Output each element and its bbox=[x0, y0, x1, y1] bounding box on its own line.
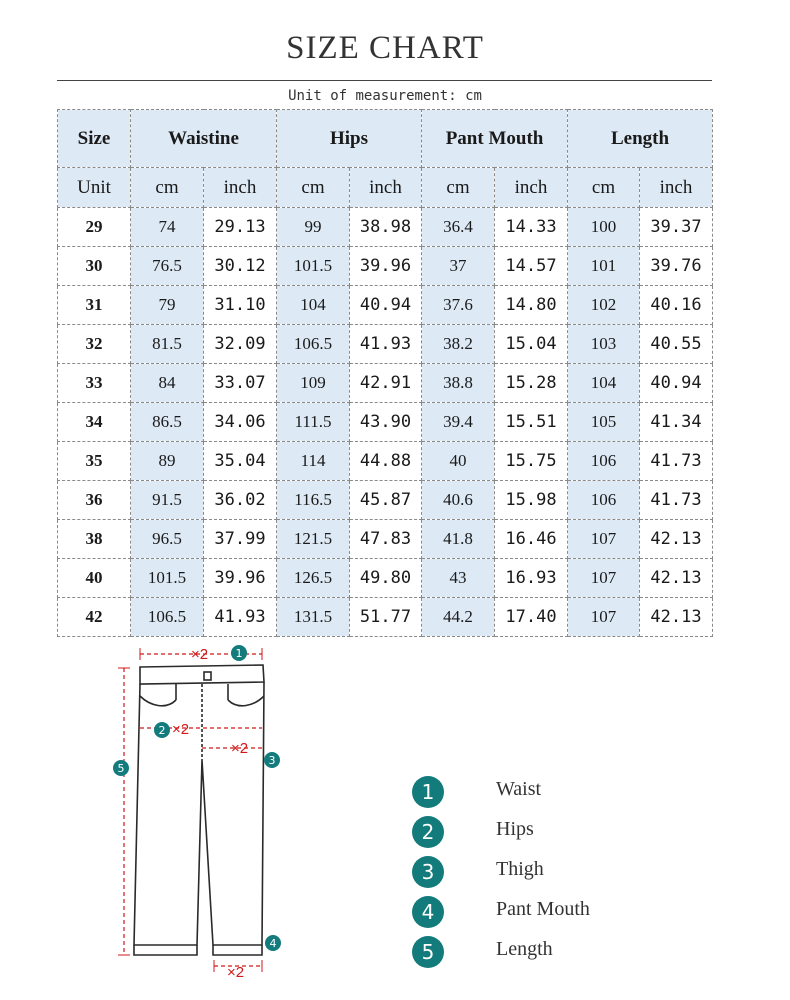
hips-inch-cell: 38.98 bbox=[350, 208, 422, 247]
waist-inch-cell: 41.93 bbox=[204, 598, 277, 637]
multiplier-waist: ×2 bbox=[191, 646, 209, 663]
length-cm-cell: 104 bbox=[568, 364, 640, 403]
hips-cm-cell: 111.5 bbox=[277, 403, 350, 442]
table-row bbox=[58, 364, 713, 403]
pant-mouth-inch-cell: 15.75 bbox=[495, 442, 568, 481]
pant-mouth-cm-cell: 39.4 bbox=[422, 403, 495, 442]
length-inch-cell: 41.73 bbox=[640, 442, 713, 481]
legend-number: 5 bbox=[412, 936, 444, 968]
waist-inch-cell: 39.96 bbox=[204, 559, 277, 598]
header-hips: Hips bbox=[277, 110, 422, 168]
legend-label: Thigh bbox=[496, 858, 544, 880]
pant-mouth-inch-cell: 15.98 bbox=[495, 481, 568, 520]
unit-cm: cm bbox=[422, 168, 495, 208]
waist-inch-cell: 32.09 bbox=[204, 325, 277, 364]
pant-mouth-inch-cell: 14.57 bbox=[495, 247, 568, 286]
waist-cm-cell: 96.5 bbox=[131, 520, 204, 559]
waist-cm-cell: 101.5 bbox=[131, 559, 204, 598]
hips-inch-cell: 42.91 bbox=[350, 364, 422, 403]
table-row bbox=[58, 559, 713, 598]
pant-mouth-inch-cell: 16.46 bbox=[495, 520, 568, 559]
unit-cm: cm bbox=[568, 168, 640, 208]
pant-mouth-cm-cell: 40.6 bbox=[422, 481, 495, 520]
length-inch-cell: 41.73 bbox=[640, 481, 713, 520]
waist-inch-cell: 37.99 bbox=[204, 520, 277, 559]
length-cm-cell: 101 bbox=[568, 247, 640, 286]
legend-label: Hips bbox=[496, 818, 534, 840]
hips-cm-cell: 104 bbox=[277, 286, 350, 325]
waist-inch-cell: 30.12 bbox=[204, 247, 277, 286]
length-inch-cell: 40.16 bbox=[640, 286, 713, 325]
pant-mouth-inch-cell: 15.04 bbox=[495, 325, 568, 364]
table-row bbox=[58, 442, 713, 481]
hips-cm-cell: 121.5 bbox=[277, 520, 350, 559]
pant-mouth-inch-cell: 16.93 bbox=[495, 559, 568, 598]
length-inch-cell: 39.76 bbox=[640, 247, 713, 286]
hips-inch-cell: 44.88 bbox=[350, 442, 422, 481]
waist-cm-cell: 91.5 bbox=[131, 481, 204, 520]
pant-mouth-cm-cell: 37.6 bbox=[422, 286, 495, 325]
unit-cm: cm bbox=[277, 168, 350, 208]
page-title: SIZE CHART bbox=[286, 30, 484, 66]
marker-1-label: 1 bbox=[235, 647, 243, 660]
length-cm-cell: 107 bbox=[568, 520, 640, 559]
marker-5-label: 5 bbox=[117, 762, 125, 775]
hips-inch-cell: 43.90 bbox=[350, 403, 422, 442]
legend-label: Waist bbox=[496, 778, 542, 800]
multiplier-pant-mouth: ×2 bbox=[227, 964, 245, 981]
length-cm-cell: 107 bbox=[568, 559, 640, 598]
pant-mouth-inch-cell: 15.28 bbox=[495, 364, 568, 403]
waist-inch-cell: 36.02 bbox=[204, 481, 277, 520]
waist-inch-cell: 34.06 bbox=[204, 403, 277, 442]
size-cell: 30 bbox=[58, 247, 131, 286]
waist-inch-cell: 31.10 bbox=[204, 286, 277, 325]
size-cell: 34 bbox=[58, 403, 131, 442]
pant-mouth-inch-cell: 14.33 bbox=[495, 208, 568, 247]
legend-number: 4 bbox=[412, 896, 444, 928]
table-row bbox=[58, 325, 713, 364]
waist-cm-cell: 76.5 bbox=[131, 247, 204, 286]
hips-cm-cell: 131.5 bbox=[277, 598, 350, 637]
legend-number: 2 bbox=[412, 816, 444, 848]
pant-mouth-cm-cell: 44.2 bbox=[422, 598, 495, 637]
table-row bbox=[58, 208, 713, 247]
waist-cm-cell: 89 bbox=[131, 442, 204, 481]
unit-inch: inch bbox=[204, 168, 277, 208]
size-cell: 36 bbox=[58, 481, 131, 520]
title-divider bbox=[57, 80, 712, 81]
size-cell: 42 bbox=[58, 598, 131, 637]
pant-mouth-cm-cell: 37 bbox=[422, 247, 495, 286]
table-row bbox=[58, 481, 713, 520]
length-cm-cell: 107 bbox=[568, 598, 640, 637]
length-cm-cell: 102 bbox=[568, 286, 640, 325]
length-inch-cell: 41.34 bbox=[640, 403, 713, 442]
pant-mouth-cm-cell: 36.4 bbox=[422, 208, 495, 247]
length-inch-cell: 42.13 bbox=[640, 520, 713, 559]
length-cm-cell: 103 bbox=[568, 325, 640, 364]
unit-inch: inch bbox=[350, 168, 422, 208]
waist-cm-cell: 84 bbox=[131, 364, 204, 403]
waist-cm-cell: 106.5 bbox=[131, 598, 204, 637]
size-cell: 32 bbox=[58, 325, 131, 364]
length-inch-cell: 40.55 bbox=[640, 325, 713, 364]
unit-note: Unit of measurement: cm bbox=[288, 88, 482, 104]
size-table bbox=[57, 109, 713, 637]
legend-number: 1 bbox=[412, 776, 444, 808]
length-cm-cell: 106 bbox=[568, 481, 640, 520]
pant-mouth-inch-cell: 17.40 bbox=[495, 598, 568, 637]
table-row bbox=[58, 598, 713, 637]
hips-inch-cell: 49.80 bbox=[350, 559, 422, 598]
pant-mouth-cm-cell: 41.8 bbox=[422, 520, 495, 559]
length-inch-cell: 40.94 bbox=[640, 364, 713, 403]
waist-inch-cell: 35.04 bbox=[204, 442, 277, 481]
legend-label: Pant Mouth bbox=[496, 898, 590, 920]
unit-cm: cm bbox=[131, 168, 204, 208]
unit-label: Unit bbox=[58, 168, 131, 208]
legend-label: Length bbox=[496, 938, 553, 960]
marker-3-label: 3 bbox=[268, 754, 276, 767]
length-inch-cell: 39.37 bbox=[640, 208, 713, 247]
multiplier-hips: ×2 bbox=[172, 721, 190, 738]
hips-cm-cell: 99 bbox=[277, 208, 350, 247]
size-cell: 33 bbox=[58, 364, 131, 403]
length-inch-cell: 42.13 bbox=[640, 559, 713, 598]
pant-mouth-cm-cell: 40 bbox=[422, 442, 495, 481]
hips-inch-cell: 39.96 bbox=[350, 247, 422, 286]
marker-2-label: 2 bbox=[158, 724, 166, 737]
table-row bbox=[58, 247, 713, 286]
hips-inch-cell: 40.94 bbox=[350, 286, 422, 325]
hips-inch-cell: 47.83 bbox=[350, 520, 422, 559]
unit-inch: inch bbox=[495, 168, 568, 208]
marker-4-label: 4 bbox=[269, 937, 277, 950]
hips-cm-cell: 101.5 bbox=[277, 247, 350, 286]
hips-cm-cell: 109 bbox=[277, 364, 350, 403]
jeans-outline bbox=[134, 665, 264, 955]
waist-cm-cell: 79 bbox=[131, 286, 204, 325]
pant-mouth-cm-cell: 38.8 bbox=[422, 364, 495, 403]
waist-cm-cell: 86.5 bbox=[131, 403, 204, 442]
hips-cm-cell: 126.5 bbox=[277, 559, 350, 598]
waist-cm-cell: 81.5 bbox=[131, 325, 204, 364]
size-cell: 40 bbox=[58, 559, 131, 598]
table-row bbox=[58, 520, 713, 559]
hips-cm-cell: 114 bbox=[277, 442, 350, 481]
size-cell: 38 bbox=[58, 520, 131, 559]
hips-inch-cell: 51.77 bbox=[350, 598, 422, 637]
size-cell: 29 bbox=[58, 208, 131, 247]
hips-inch-cell: 41.93 bbox=[350, 325, 422, 364]
waist-cm-cell: 74 bbox=[131, 208, 204, 247]
header-length: Length bbox=[568, 110, 713, 168]
hips-inch-cell: 45.87 bbox=[350, 481, 422, 520]
multiplier-thigh: ×2 bbox=[231, 740, 249, 757]
size-cell: 31 bbox=[58, 286, 131, 325]
unit-inch: inch bbox=[640, 168, 713, 208]
hips-cm-cell: 116.5 bbox=[277, 481, 350, 520]
table-row bbox=[58, 403, 713, 442]
pant-mouth-inch-cell: 14.80 bbox=[495, 286, 568, 325]
pant-mouth-inch-cell: 15.51 bbox=[495, 403, 568, 442]
pant-mouth-cm-cell: 43 bbox=[422, 559, 495, 598]
length-cm-cell: 100 bbox=[568, 208, 640, 247]
header-waist: Waistine bbox=[131, 110, 277, 168]
header-size: Size bbox=[58, 110, 131, 168]
waist-inch-cell: 33.07 bbox=[204, 364, 277, 403]
length-cm-cell: 105 bbox=[568, 403, 640, 442]
length-inch-cell: 42.13 bbox=[640, 598, 713, 637]
waist-inch-cell: 29.13 bbox=[204, 208, 277, 247]
size-cell: 35 bbox=[58, 442, 131, 481]
legend-number: 3 bbox=[412, 856, 444, 888]
table-row bbox=[58, 286, 713, 325]
header-pant-mouth: Pant Mouth bbox=[422, 110, 568, 168]
pant-mouth-cm-cell: 38.2 bbox=[422, 325, 495, 364]
hips-cm-cell: 106.5 bbox=[277, 325, 350, 364]
length-cm-cell: 106 bbox=[568, 442, 640, 481]
jeans-diagram bbox=[0, 640, 320, 990]
size-table-body bbox=[58, 208, 713, 637]
